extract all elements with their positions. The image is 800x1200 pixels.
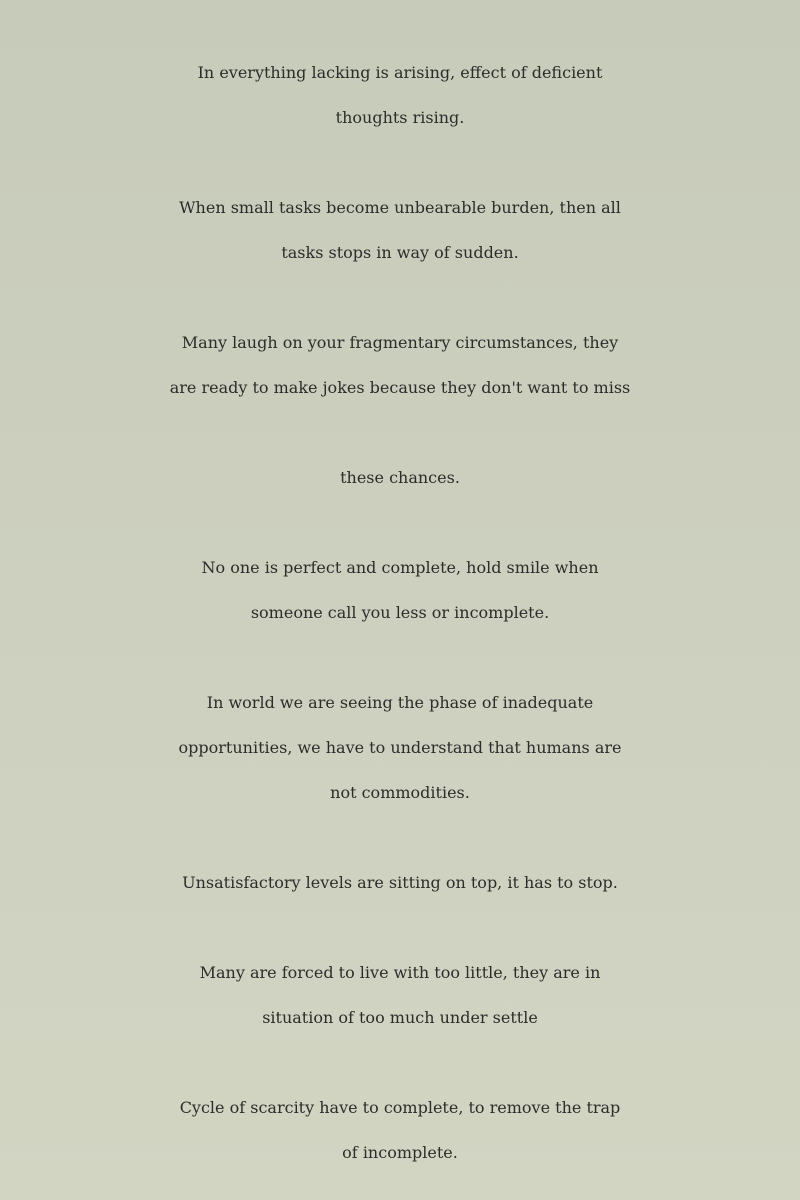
poem-line: these chances. [340, 468, 460, 487]
poem-line: Many are forced to live with too little, they are in [199, 963, 601, 982]
poem-line: Cycle of scarcity have to complete, to remove the trap [179, 1098, 621, 1117]
poem-line: of incomplete. [342, 1143, 458, 1162]
poem-line: opportunities, we have to understand that humans are [178, 738, 622, 757]
poem-line: situation of too much under settle [262, 1008, 538, 1027]
poem-line: No one is perfect and complete, hold smile when [201, 558, 599, 577]
poem-line: In everything lacking is arising, effect of deficient [197, 63, 603, 82]
poem-line: Many laugh on your fragmentary circumstances, they [181, 333, 619, 352]
poem-line: are ready to make jokes because they don't want to miss [169, 378, 631, 397]
poem-line: tasks stops in way of sudden. [281, 243, 519, 262]
poem-line: When small tasks become unbearable burden, then all [179, 198, 621, 217]
poem-line: thoughts rising. [335, 108, 465, 127]
poem-line: someone call you less or incomplete. [250, 603, 550, 622]
poem-line: Unsatisfactory levels are sitting on top, it has to stop. [182, 873, 618, 892]
poem-line: not commodities. [330, 783, 470, 802]
poem-line: In world we are seeing the phase of inadequate [206, 693, 594, 712]
